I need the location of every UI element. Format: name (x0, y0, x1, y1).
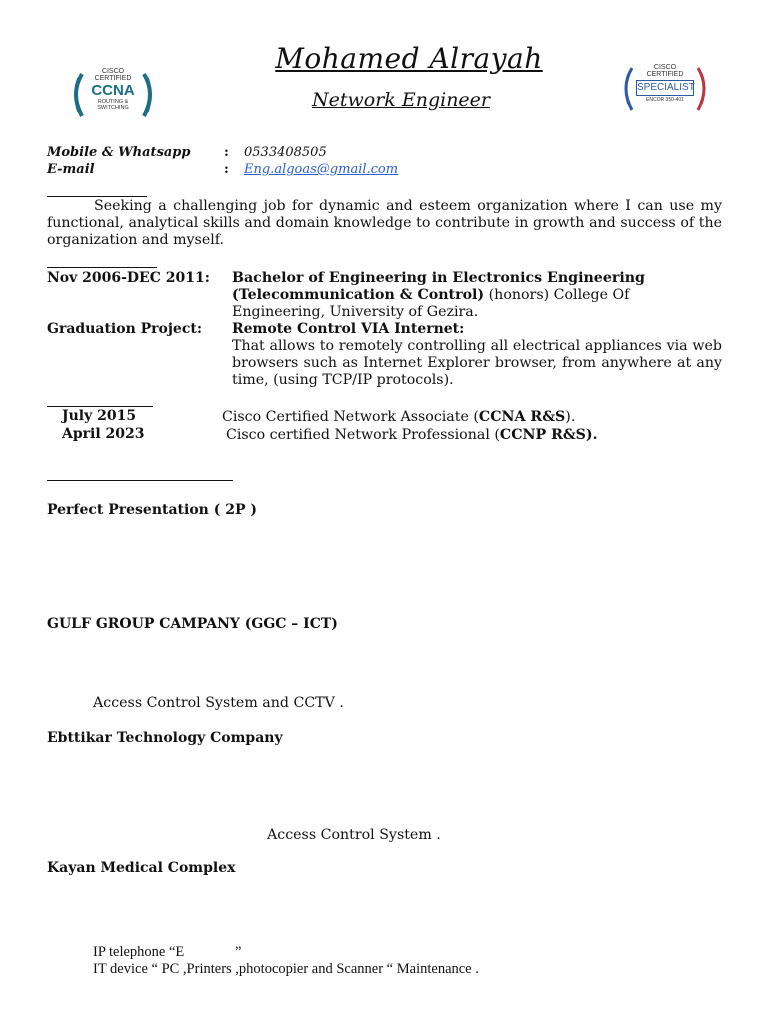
education-rule (47, 267, 157, 268)
specialist-logo-line1: CISCO (653, 64, 677, 71)
company-1: Perfect Presentation ( 2P ) (47, 502, 257, 518)
cert-date-2: April 2023 (62, 426, 145, 442)
ccna-logo-main: CCNA (91, 82, 135, 99)
mobile-label: Mobile & Whatsapp (47, 145, 191, 160)
specialist-logo-main: SPECIALIST (636, 80, 694, 96)
ccna-logo (68, 66, 158, 128)
cert-date-1: July 2015 (62, 408, 137, 424)
cert-code-2: CCNP R&S (499, 427, 586, 443)
company-4: Kayan Medical Complex (47, 860, 236, 876)
specialist-logo-sub: ENCOR 350-401 (646, 97, 684, 103)
project-description: That allows to remotely controlling all electrical appliances via web browsers such as Internet Explorer browser, from anywhere at any time, (using TCP/IP protocols). (232, 338, 722, 388)
cert-text-1 (222, 409, 575, 425)
degree-title: Bachelor of Engineering in Electronics Engineering (Telecommunication & Control) (232, 270, 645, 303)
certifications-rule (47, 406, 153, 407)
company-4-desc-1: IP telephone “E ” (93, 944, 242, 960)
cert-name-2: Cisco certified Network Professional ( (226, 427, 500, 443)
company-3-desc: Access Control System . (267, 827, 441, 843)
specialist-logo (620, 60, 710, 122)
ccna-logo-sub1: ROUTING & (97, 99, 129, 105)
objective-rule (47, 196, 147, 197)
specialist-logo-line2: CERTIFIED (646, 71, 684, 78)
company-4-desc-2: IT device “ PC ,Printers ,photocopier and Scanner “ Maintenance . (93, 961, 479, 977)
email-colon: : (224, 162, 229, 177)
project-title: Remote Control VIA Internet: (232, 321, 465, 337)
experience-rule (47, 480, 233, 481)
cert-end-2: ). (585, 427, 598, 443)
ccna-logo-line1: CISCO (101, 68, 125, 75)
ccna-logo-sub2: SWITCHING (97, 105, 129, 111)
company-3: Ebttikar Technology Company (47, 730, 283, 746)
company-2-desc: Access Control System and CCTV . (93, 695, 344, 711)
company-2: GULF GROUP CAMPANY (GGC – ICT) (47, 616, 338, 632)
candidate-name: Mohamed Alrayah (275, 42, 543, 75)
objective-text: Seeking a challenging job for dynamic and esteem organization where I can use my functional, analytical skills and domain knowledge to contribute in growth and success of the organization and myself. (47, 198, 722, 248)
degree-details: (honors) College Of Engineering, University of Gezira. (232, 287, 630, 320)
ccna-logo-line2: CERTIFIED (94, 75, 132, 82)
cert-name-1: Cisco Certified Network Associate ( (222, 409, 479, 425)
email-label: E-mail (47, 162, 95, 177)
job-title: Network Engineer (312, 89, 490, 111)
mobile-value: 0533408505 (244, 145, 327, 160)
education-degree (232, 270, 722, 321)
cert-code-1: CCNA R&S (478, 409, 566, 425)
email-link[interactable]: Eng.algoas@gmail.com (244, 162, 399, 177)
education-period: Nov 2006-DEC 2011: (47, 270, 210, 286)
cert-end-1: ). (565, 409, 576, 425)
mobile-colon: : (224, 145, 229, 160)
cert-text-2 (226, 427, 598, 443)
project-label: Graduation Project: (47, 321, 202, 337)
